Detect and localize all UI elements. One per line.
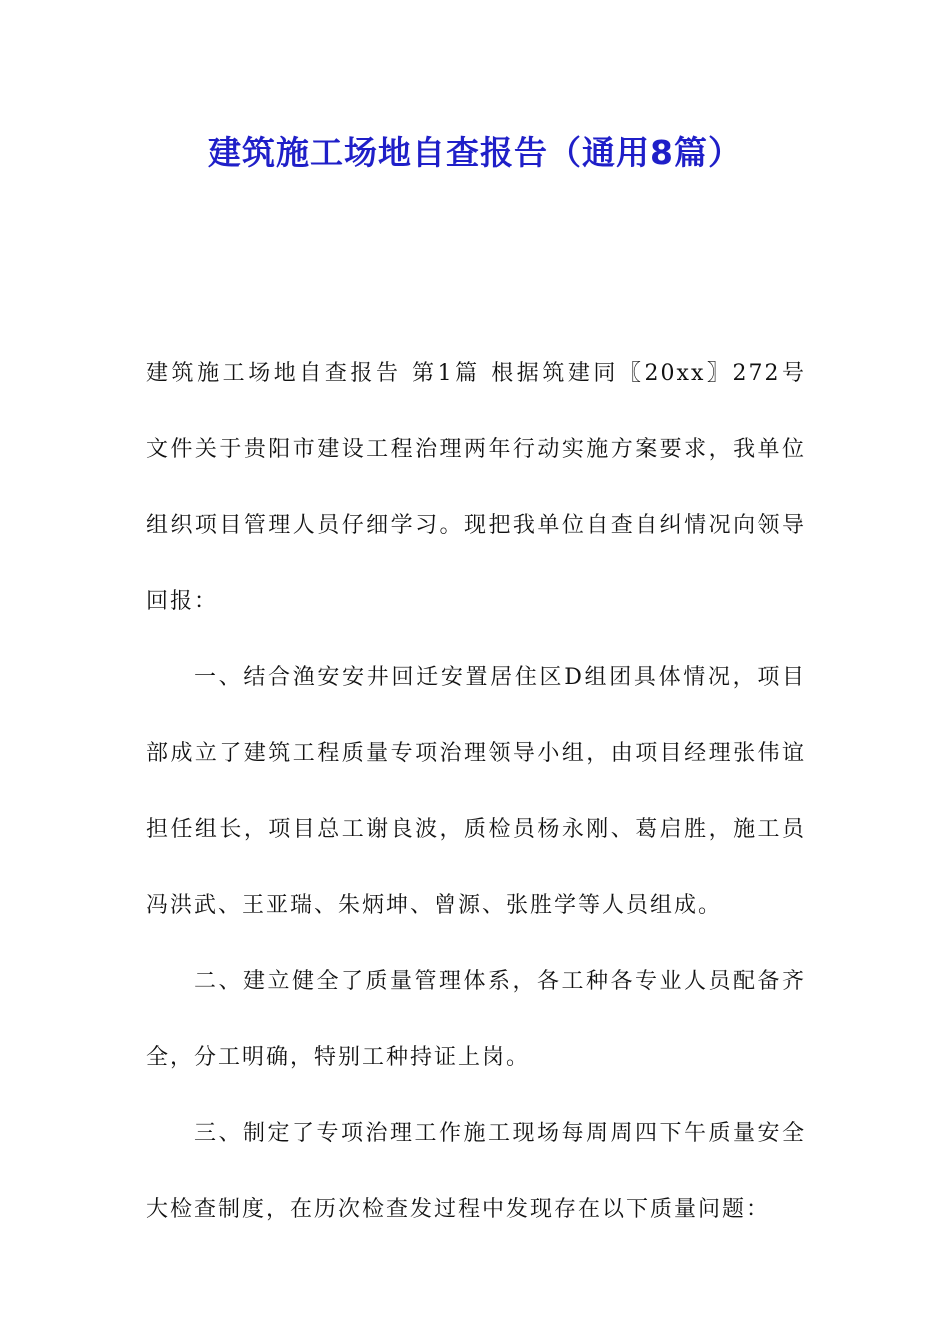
body-line-12: 大检查制度，在历次检查发过程中发现存在以下质量问题： (146, 1197, 771, 1222)
document-body (146, 336, 806, 1248)
body-line-4: 回报： (146, 589, 219, 614)
body-line-9: 二、建立健全了质量管理体系，各工种各专业人员配备齐 (194, 969, 806, 994)
body-line-11: 三、制定了专项治理工作施工现场每周周四下午质量安全 (194, 1121, 806, 1146)
body-line-1: 建筑施工场地自查报告 第1篇 根据筑建同〖20xx〗272号 (146, 361, 806, 386)
body-line-5: 一、结合渔安安井回迁安置居住区D组团具体情况，项目 (194, 665, 806, 690)
body-line-2: 文件关于贵阳市建设工程治理两年行动实施方案要求，我单位 (146, 437, 806, 462)
body-line-6: 部成立了建筑工程质量专项治理领导小组，由项目经理张伟谊 (146, 741, 806, 766)
document-title: 建筑施工场地自查报告（通用8篇） (208, 133, 742, 172)
body-line-7: 担任组长，项目总工谢良波，质检员杨永刚、葛启胜，施工员 (146, 817, 806, 842)
body-line-10: 全，分工明确，特别工种持证上岗。 (146, 1045, 531, 1070)
body-line-3: 组织项目管理人员仔细学习。现把我单位自查自纠情况向领导 (146, 513, 806, 538)
body-line-8: 冯洪武、王亚瑞、朱炳坤、曾源、张胜学等人员组成。 (146, 893, 723, 918)
